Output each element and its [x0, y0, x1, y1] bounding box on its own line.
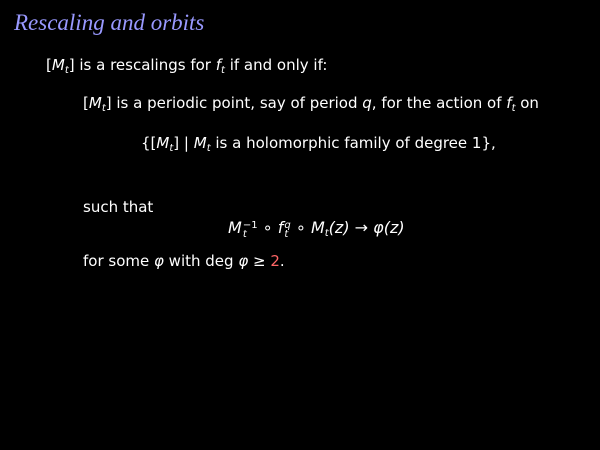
arrow-symbol: → — [349, 218, 374, 237]
inverse-script — [243, 221, 258, 239]
action-text: , for the action of — [371, 94, 507, 112]
deg-operator: deg — [205, 252, 234, 270]
subscript-t: t — [169, 143, 174, 154]
degree-condition-line — [83, 251, 285, 271]
degree-bound-value: 2 — [270, 252, 280, 270]
symbol-q: q — [362, 94, 372, 112]
subscript-t: t — [101, 103, 106, 114]
for-some-text: for some — [83, 252, 154, 270]
symbol-f: f — [506, 94, 512, 112]
symbol-M: M — [193, 134, 207, 152]
statement-end: if and only if: — [224, 56, 328, 74]
subscript-t: t — [324, 228, 329, 239]
symbol-phi: φ — [154, 252, 164, 270]
set-text: is a holomorphic family of degree 1}, — [210, 134, 496, 152]
slide-title: Rescaling and orbits — [14, 10, 205, 35]
symbol-M: M — [310, 218, 325, 237]
subscript-t: t — [511, 103, 516, 114]
superscript-inverse: −1 — [242, 220, 258, 231]
subscript-t: t — [206, 143, 211, 154]
such-that-label: such that — [83, 198, 154, 216]
subscript-t: t — [284, 229, 289, 240]
set-bar: ] | — [173, 134, 194, 152]
argument-z: (z) — [383, 218, 405, 237]
compose-operator: ∘ — [257, 218, 278, 237]
symbol-M: M — [51, 56, 65, 74]
periodic-text: ] is a periodic point, say of period — [105, 94, 363, 112]
bracket-open: [ — [46, 56, 52, 74]
periodic-point-line — [83, 93, 539, 119]
symbol-f: f — [277, 218, 284, 237]
symbol-M: M — [88, 94, 102, 112]
geq-symbol: ≥ — [248, 252, 271, 270]
set-open: {[ — [141, 134, 157, 152]
compose-operator: ∘ — [290, 218, 311, 237]
period-mark: . — [279, 252, 285, 270]
bracket-open: [ — [83, 94, 89, 112]
symbol-phi: φ — [373, 218, 384, 237]
on-text: on — [515, 94, 539, 112]
superscript-q: q — [284, 220, 291, 231]
symbol-M: M — [156, 134, 170, 152]
statement-text: ] is a rescalings for — [68, 56, 216, 74]
with-text: with — [163, 252, 206, 270]
symbol-M: M — [228, 218, 242, 237]
symbol-f: f — [215, 56, 222, 74]
set-definition-line — [141, 133, 496, 159]
argument-z: (z) — [328, 218, 350, 237]
statement-line — [46, 55, 327, 81]
subscript-t: t — [242, 229, 247, 240]
symbol-phi: φ — [233, 252, 249, 270]
convergence-equation — [228, 218, 405, 244]
subscript-t: t — [64, 65, 69, 76]
subscript-t: t — [221, 65, 225, 76]
